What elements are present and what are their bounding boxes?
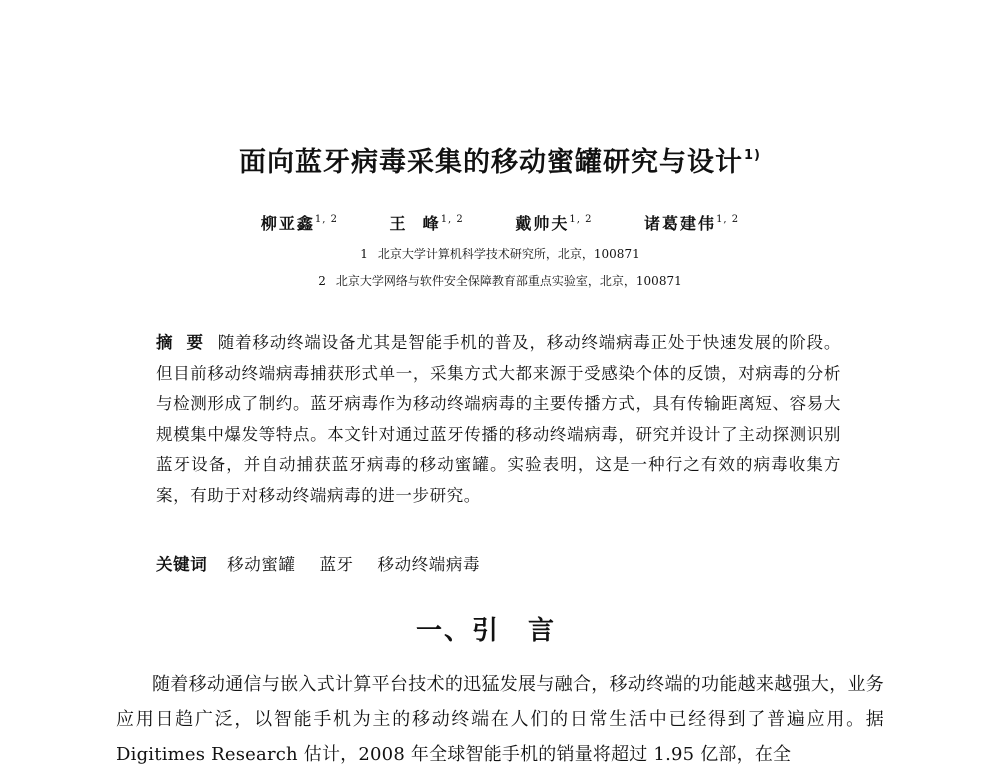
paper-title (0, 140, 1000, 179)
author-name: 柳亚鑫 (260, 214, 315, 233)
affiliation-number: 2 (318, 274, 326, 288)
abstract-label: 摘 要 (156, 333, 204, 352)
title-footnote-mark: 1) (744, 148, 761, 163)
section-heading (0, 610, 1000, 647)
author-affil-mark: 1, 2 (716, 214, 740, 225)
author-list (0, 211, 1000, 234)
affiliation-1 (0, 245, 1000, 262)
keyword: 蓝牙 (319, 555, 354, 574)
keywords (156, 551, 841, 575)
author-4 (644, 211, 739, 234)
author-3 (515, 211, 592, 234)
author-name: 王 峰 (389, 214, 441, 233)
abstract (156, 328, 841, 511)
author-affil-mark: 1, 2 (314, 214, 338, 225)
author-affil-mark: 1, 2 (569, 214, 593, 225)
paper-title-text: 面向蓝牙病毒采集的移动蜜罐研究与设计 (239, 147, 743, 178)
author-2 (390, 211, 464, 234)
keywords-label: 关键词 (156, 555, 208, 574)
author-name: 诸葛建伟 (644, 214, 717, 233)
affiliation-text: 北京大学计算机科学技术研究所，北京，100871 (377, 247, 640, 261)
keyword: 移动蜜罐 (227, 555, 296, 574)
affiliation-text: 北京大学网络与软件安全保障教育部重点实验室，北京，100871 (335, 274, 682, 288)
section-number: 一、 (415, 616, 472, 646)
section-title: 引言 (472, 616, 585, 646)
author-affil-mark: 1, 2 (440, 214, 464, 225)
intro-paragraph: 随着移动通信与嵌入式计算平台技术的迅猛发展与融合，移动终端的功能越来越强大，业务应用日趋广泛，以智能手机为主的移动终端在人们的日常生活中已经得到了普遍应用。据 Digitimes Research 估计，2008 年全球智能手机的销量将超过 1.95 亿部，在全 (116, 674, 884, 765)
author-1 (261, 211, 338, 234)
keyword: 移动终端病毒 (377, 555, 481, 574)
affiliation-2 (0, 272, 1000, 289)
author-name: 戴帅夫 (515, 214, 570, 233)
abstract-text: 随着移动终端设备尤其是智能手机的普及，移动终端病毒正处于快速发展的阶段。但目前移动终端病毒捕获形式单一，采集方式大都来源于受感染个体的反馈，对病毒的分析与检测形成了制约。蓝牙病毒作为移动终端病毒的主要传播方式，具有传输距离短、容易大规模集中爆发等特点。本文针对通过蓝牙传播的移动终端病毒，研究并设计了主动探测识别蓝牙设备，并自动捕获蓝牙病毒的移动蜜罐。实验表明，这是一种行之有效的病毒收集方案，有助于对移动终端病毒的进一步研究。 (156, 333, 841, 505)
affiliation-number: 1 (360, 247, 368, 261)
